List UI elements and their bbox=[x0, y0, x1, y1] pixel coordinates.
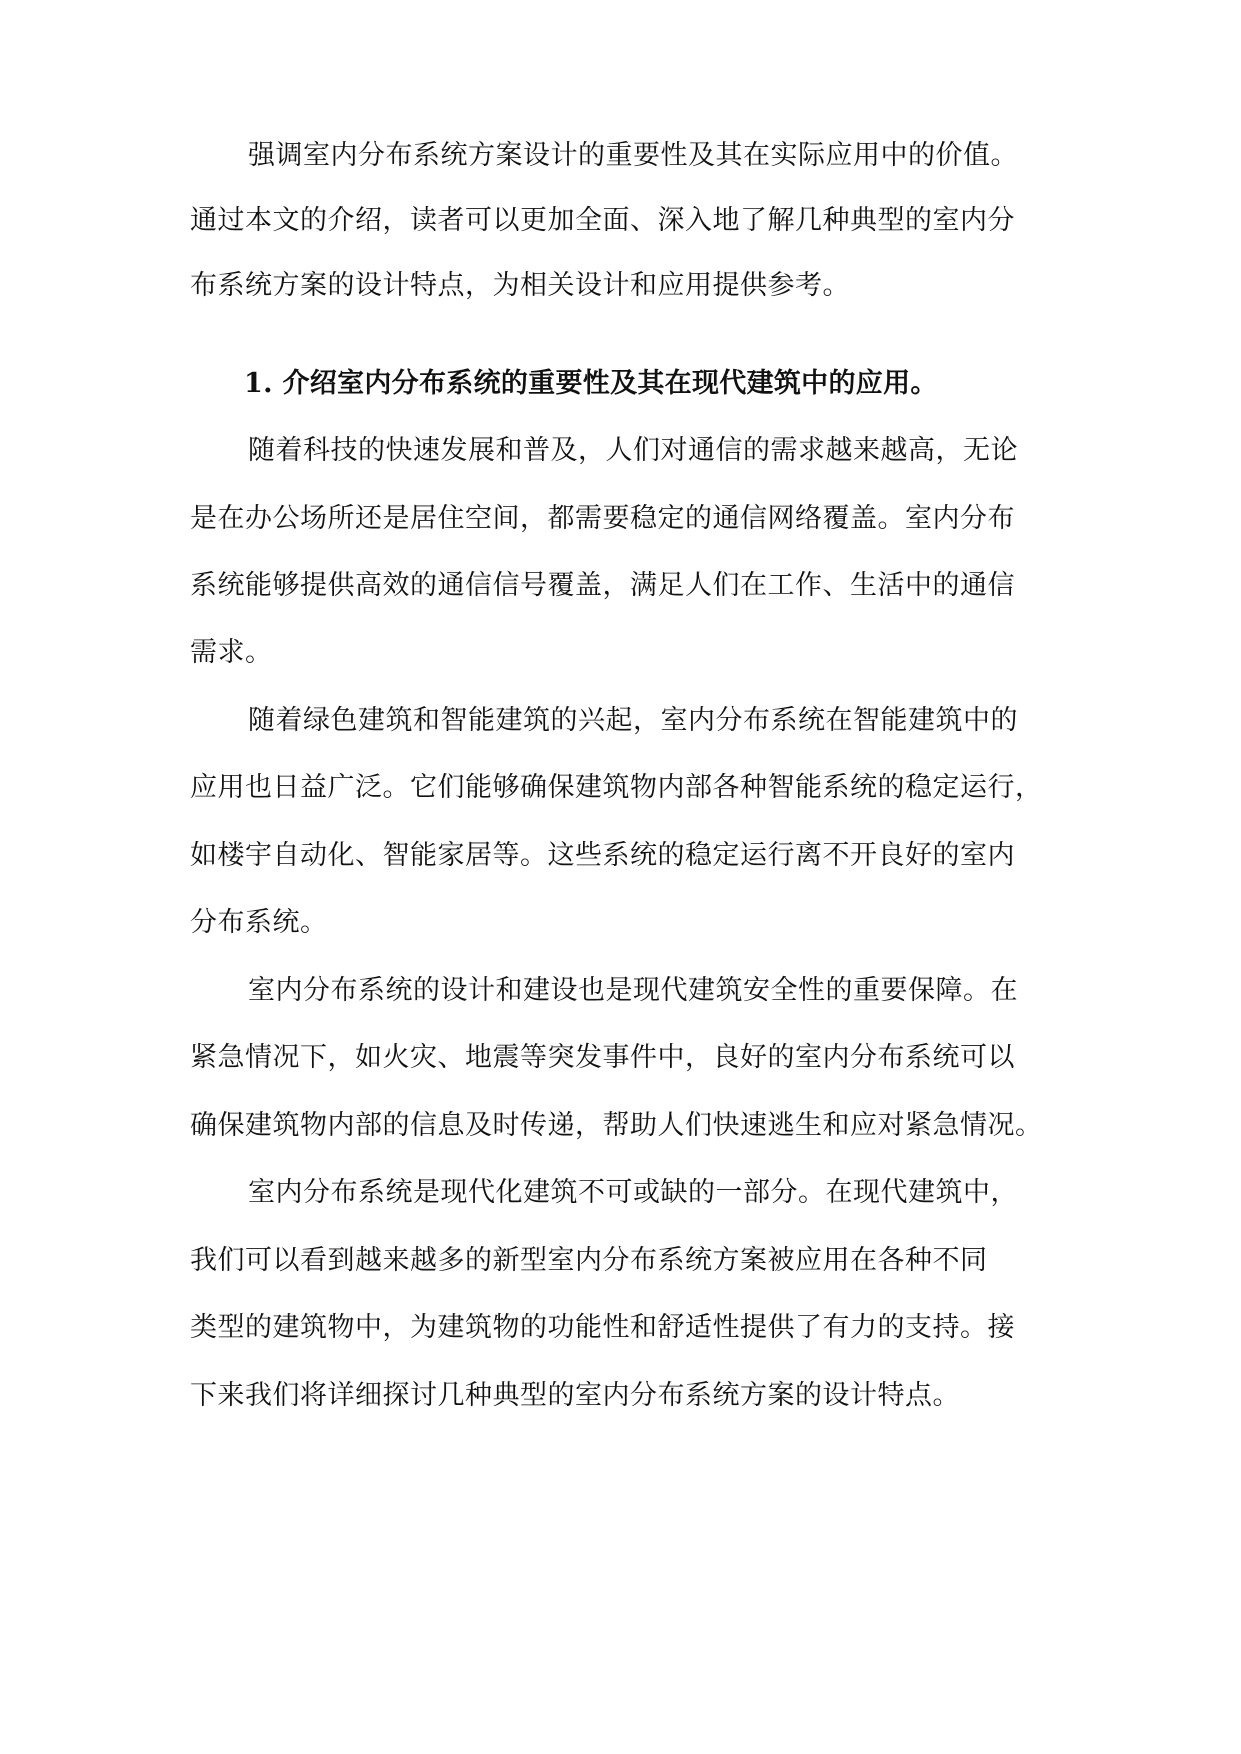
paragraph-2-line-4: 分布系统。 bbox=[190, 907, 328, 938]
paragraph-1-line-3: 系统能够提供高效的通信信号覆盖，满足人们在工作、生活中的通信 bbox=[190, 570, 1015, 601]
paragraph-2-line-1: 随着绿色建筑和智能建筑的兴起，室内分布系统在智能建筑中的 bbox=[248, 705, 1018, 736]
paragraph-3-line-2: 紧急情况下，如火灾、地震等突发事件中，良好的室内分布系统可以 bbox=[190, 1042, 1015, 1073]
paragraph-3-line-1: 室内分布系统的设计和建设也是现代建筑安全性的重要保障。在 bbox=[248, 975, 1018, 1006]
paragraph-1-line-4: 需求。 bbox=[190, 637, 273, 668]
paragraph-3-line-3: 确保建筑物内部的信息及时传递，帮助人们快速逃生和应对紧急情况。 bbox=[190, 1110, 1043, 1141]
paragraph-1-line-1: 随着科技的快速发展和普及，人们对通信的需求越来越高，无论 bbox=[248, 435, 1018, 466]
paragraph-1-line-2: 是在办公场所还是居住空间，都需要稳定的通信网络覆盖。室内分布 bbox=[190, 503, 1015, 534]
intro-line-1: 强调室内分布系统方案设计的重要性及其在实际应用中的价值。 bbox=[248, 140, 1018, 171]
paragraph-4-line-1: 室内分布系统是现代化建筑不可或缺的一部分。在现代建筑中， bbox=[248, 1177, 1018, 1208]
paragraph-4-line-2: 我们可以看到越来越多的新型室内分布系统方案被应用在各种不同 bbox=[190, 1245, 988, 1276]
paragraph-2-line-3: 如楼宇自动化、智能家居等。这些系统的稳定运行离不开良好的室内 bbox=[190, 840, 1015, 871]
paragraph-4-line-4: 下来我们将详细探讨几种典型的室内分布系统方案的设计特点。 bbox=[190, 1380, 960, 1411]
section-heading: 1. 介绍室内分布系统的重要性及其在现代建筑中的应用。 bbox=[244, 368, 938, 399]
intro-line-2: 通过本文的介绍，读者可以更加全面、深入地了解几种典型的室内分 bbox=[190, 205, 1015, 236]
paragraph-2-line-2: 应用也日益广泛。它们能够确保建筑物内部各种智能系统的稳定运行， bbox=[190, 772, 1043, 803]
intro-line-3: 布系统方案的设计特点，为相关设计和应用提供参考。 bbox=[190, 270, 850, 301]
paragraph-4-line-3: 类型的建筑物中，为建筑物的功能性和舒适性提供了有力的支持。接 bbox=[190, 1312, 1015, 1343]
